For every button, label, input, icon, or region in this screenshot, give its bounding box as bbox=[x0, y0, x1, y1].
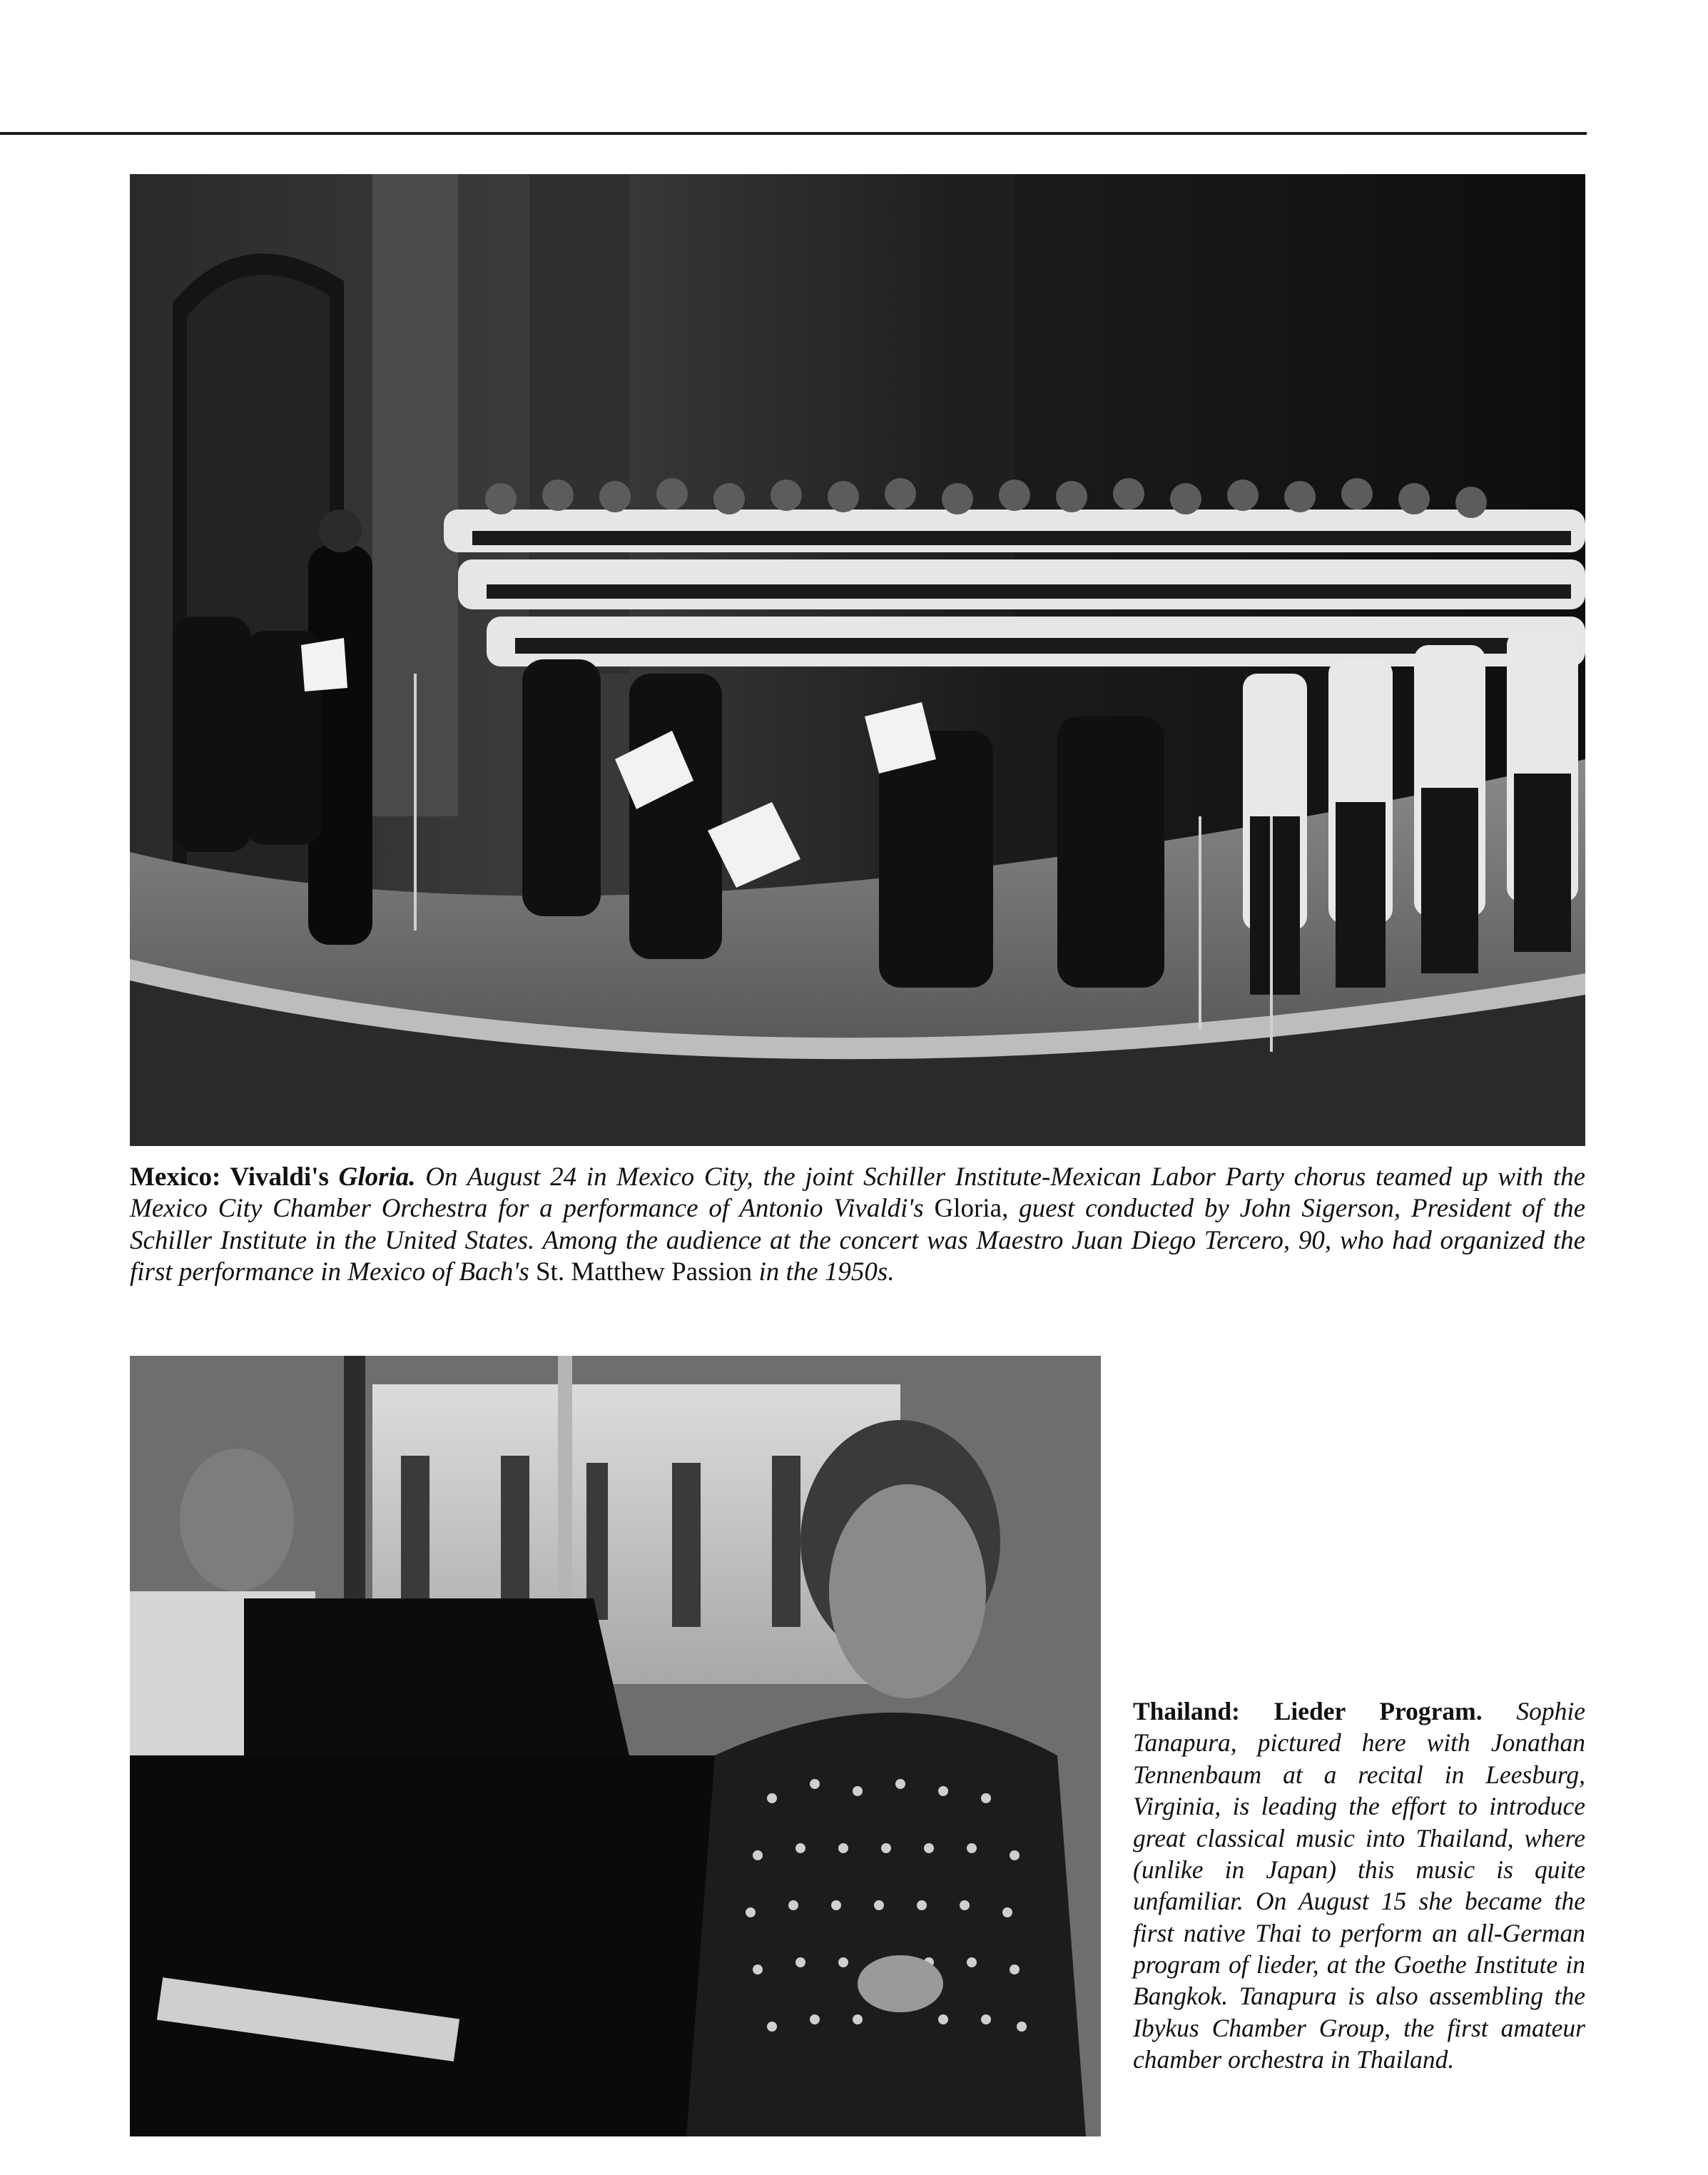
choir-concert-photo bbox=[130, 174, 1585, 1146]
mexico-caption-heading-italic: Gloria. bbox=[338, 1162, 416, 1192]
mexico-caption-text-2: guest conducted by John Sigerson, President of the Schiller Institute in the United States. Among the audience at the concert was Maestro Juan Diego Tercero, 90, who had organized the first performance in Mexico of Bach's bbox=[130, 1194, 1586, 1287]
mexico-caption bbox=[130, 1162, 1585, 1289]
mexico-caption-work-2: St. Matthew Passion bbox=[535, 1257, 753, 1287]
thailand-caption-text: Sophie Tanapura, pictured here with Jonathan Tennenbaum at a recital in Leesburg, Virginia, is leading the effort to introduce great classical music into Thailand, where (unlike in Japan) this music is quite unfamiliar. On August 15 she became the first native Thai to perform an all-German program of lieder, at the Goethe Institute in Bangkok. Tanapura is also assembling the Ibykus Chamber Group, the first amateur chamber orchestra in Thailand. bbox=[1133, 1697, 1585, 2074]
thailand-caption bbox=[1133, 1695, 1585, 2076]
top-rule bbox=[0, 132, 1587, 135]
mexico-caption-text-1: On August 24 in Mexico City, the joint Schiller Institute-Mexican Labor Party chorus teamed up with the Mexico City Chamber Orchestra for a performance of Antonio Vivaldi's bbox=[130, 1162, 1586, 1224]
recital-photo bbox=[130, 1356, 1101, 2136]
mexico-caption-work-1: Gloria, bbox=[934, 1194, 1009, 1224]
thailand-caption-heading: Thailand: Lieder Program. bbox=[1133, 1697, 1483, 1725]
mexico-caption-text-3: in the 1950s. bbox=[758, 1257, 895, 1287]
mexico-caption-heading: Mexico: Vivaldi's bbox=[130, 1162, 329, 1192]
